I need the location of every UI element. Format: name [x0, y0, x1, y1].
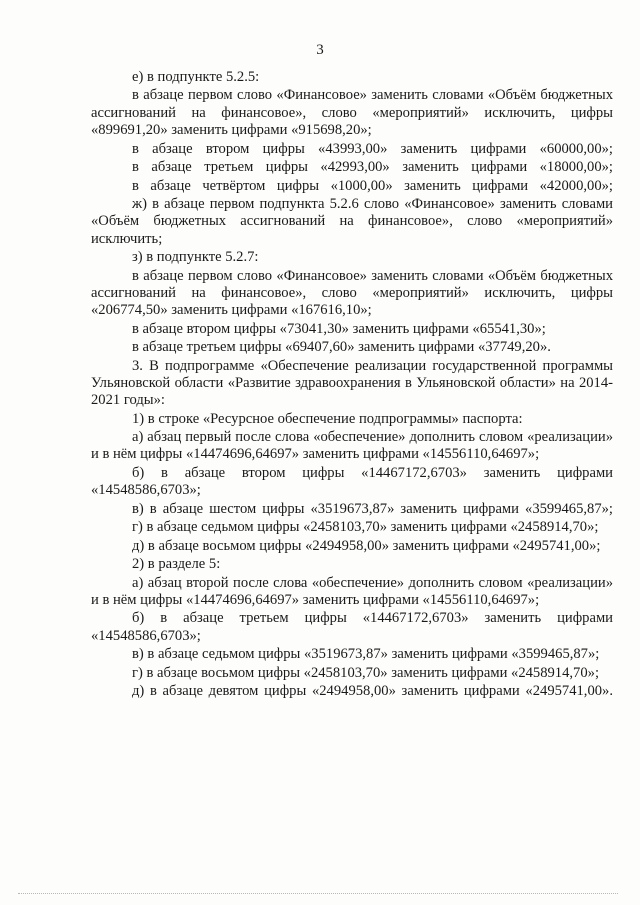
paragraph: з) в подпункте 5.2.7:: [132, 249, 259, 266]
paragraph: г) в абзаце седьмом цифры «2458103,70» заменить цифрами «2458914,70»;: [132, 519, 599, 536]
paragraph: д) в абзаце девятом цифры «2494958,00» заменить цифрами «2495741,00».: [132, 683, 613, 700]
paragraph: в абзаце первом слово «Финансовое» заменить словами «Объём бюджетных ассигнований на финансовое», слово «мероприятий» исключить, цифры «899691,20» заменить цифрами «915698,20»;: [91, 87, 613, 139]
paragraph: е) в подпункте 5.2.5:: [132, 69, 260, 85]
paragraph: в абзаце первом слово «Финансовое» заменить словами «Объём бюджетных ассигнований на финансовое», слово «мероприятий» исключить, цифры «206774,50» заменить цифрами «167616,10»;: [91, 267, 613, 319]
paragraph: ж) в абзаце первом подпункта 5.2.6 слово «Финансовое» заменить словами «Объём бюджетных ассигнований на финансовое», слово «мероприятий» исключить;: [91, 196, 613, 247]
paragraph: д) в абзаце восьмом цифры «2494958,00» заменить цифрами «2495741,00»;: [132, 537, 601, 554]
document-body: [91, 69, 613, 702]
paragraph: б) в абзаце третьем цифры «14467172,6703» заменить цифрами «14548586,6703»;: [91, 610, 613, 644]
paragraph: г) в абзаце восьмом цифры «2458103,70» заменить цифрами «2458914,70»;: [132, 664, 599, 681]
scan-edge-line: [18, 893, 618, 895]
paragraph: а) абзац второй после слова «обеспечение» дополнить словом «реализации» и в нём цифры «14474696,64697» заменить цифрами «14556110,64697»;: [91, 574, 613, 608]
paragraph: 2) в разделе 5:: [132, 556, 221, 573]
paragraph: в абзаце втором цифры «43993,00» заменить цифрами «60000,00»;: [132, 140, 613, 157]
paragraph: 1) в строке «Ресурсное обеспечение подпрограммы» паспорта:: [132, 410, 523, 427]
paragraph: 3. В подпрограмме «Обеспечение реализации государственной программы Ульяновской области «Развитие здравоохранения в Ульяновской области» на 2014-2021 годы»:: [91, 357, 613, 409]
paragraph: б) в абзаце втором цифры «14467172,6703» заменить цифрами «14548586,6703»;: [91, 464, 613, 499]
paragraph: в абзаце третьем цифры «42993,00» заменить цифрами «18000,00»;: [132, 159, 613, 176]
page-number: 3: [316, 42, 324, 58]
paragraph: в) в абзаце шестом цифры «3519673,87» заменить цифрами «3599465,87»;: [132, 500, 613, 517]
paragraph: а) абзац первый после слова «обеспечение» дополнить словом «реализации» и в нём цифры «14474696,64697» заменить цифрами «14556110,64697»;: [91, 429, 613, 463]
paragraph: в абзаце четвёртом цифры «1000,00» заменить цифрами «42000,00»;: [132, 177, 613, 194]
paragraph: в абзаце третьем цифры «69407,60» заменить цифрами «37749,20».: [132, 339, 551, 356]
paragraph: в абзаце втором цифры «73041,30» заменить цифрами «65541,30»;: [132, 320, 546, 337]
paragraph: в) в абзаце седьмом цифры «3519673,87» заменить цифрами «3599465,87»;: [132, 646, 600, 663]
